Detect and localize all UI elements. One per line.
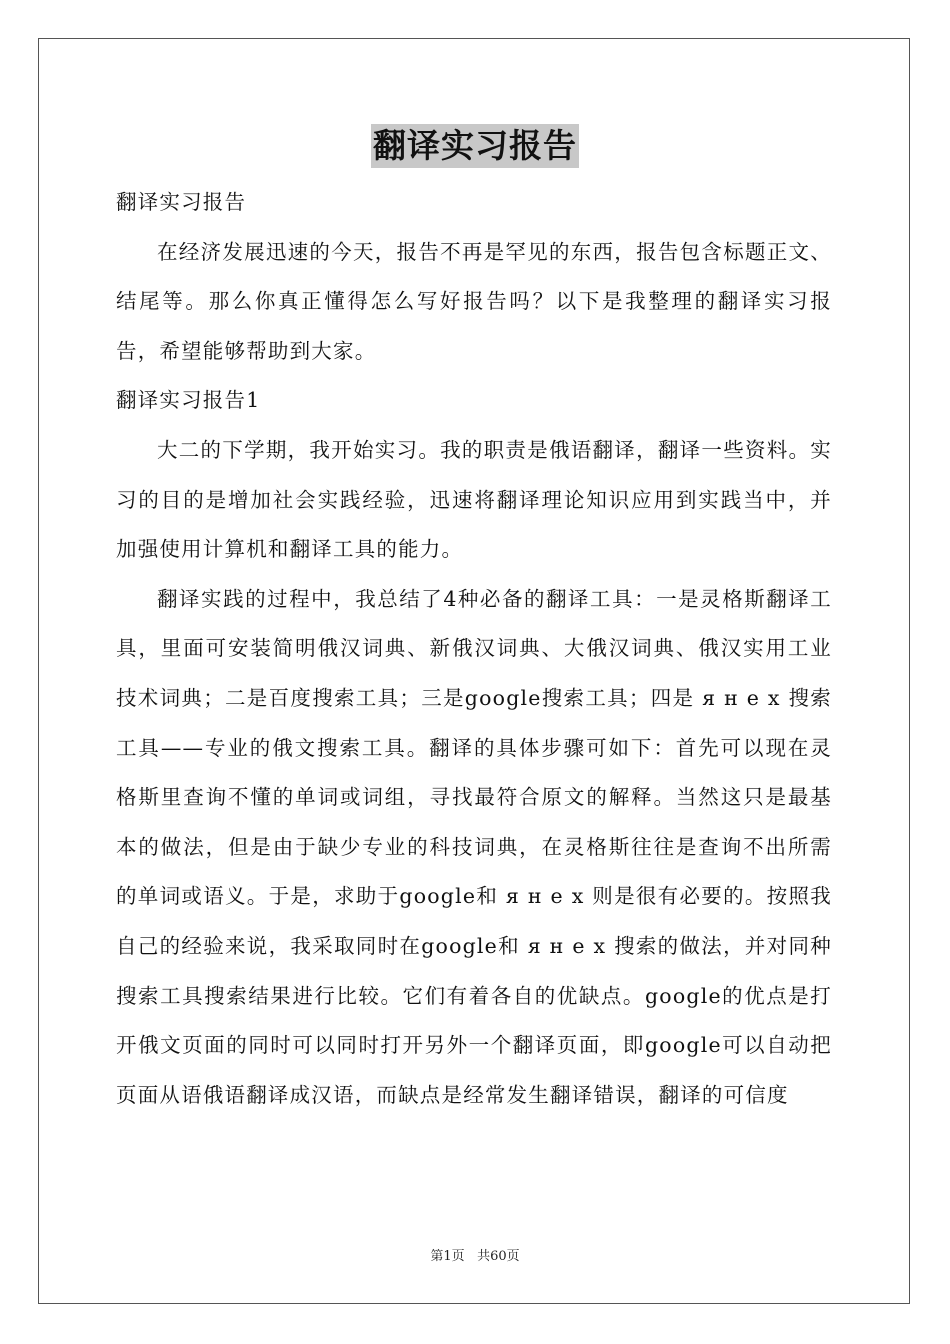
page-total: 共60页: [477, 1249, 520, 1264]
body-paragraph: 大二的下学期，我开始实习。我的职责是俄语翻译，翻译一些资料。实习的目的是增加社会实践经验，迅速将翻译理论知识应用到实践当中，并加强使用计算机和翻译工具的能力。: [116, 437, 832, 562]
document-body: [116, 178, 832, 1120]
title-container: [0, 124, 950, 168]
page-footer: [0, 1248, 950, 1266]
intro-paragraph: 在经济发展迅速的今天，报告不再是罕见的东西，报告包含标题正文、结尾等。那么你真正懂得怎么写好报告吗？以下是我整理的翻译实习报告，希望能够帮助到大家。: [116, 239, 832, 363]
page-number: 第1页: [430, 1249, 465, 1264]
section-heading: 翻译实习报告1: [116, 388, 261, 413]
document-title: 翻译实习报告: [371, 124, 579, 168]
body-paragraph: 翻译实践的过程中，我总结了4种必备的翻译工具：一是灵格斯翻译工具，里面可安装简明俄汉词典、新俄汉词典、大俄汉词典、俄汉实用工业技术词典；二是百度搜索工具；三是google搜索工具；四是 я н е х 搜索工具——专业的俄文搜索工具。翻译的具体步骤可如下：首先可以现在灵格斯里查询不懂的单词或词组，寻找最符合原文的解释。当然这只是最基本的做法，但是由于缺少专业的科技词典，在灵格斯往往是查询不出所需的单词或语义。于是，求助于google和 я н е х 则是很有必要的。按照我自己的经验来说，我采取同时在google和 я н е х 搜索的做法，并对同种搜索工具搜索结果进行比较。它们有着各自的优缺点。google的优点是打开俄文页面的同时可以同时打开另外一个翻译页面，即google可以自动把页面从语俄语翻译成汉语，而缺点是经常发生翻译错误，翻译的可信度: [116, 586, 832, 1107]
subtitle-paragraph: 翻译实习报告: [116, 190, 247, 214]
